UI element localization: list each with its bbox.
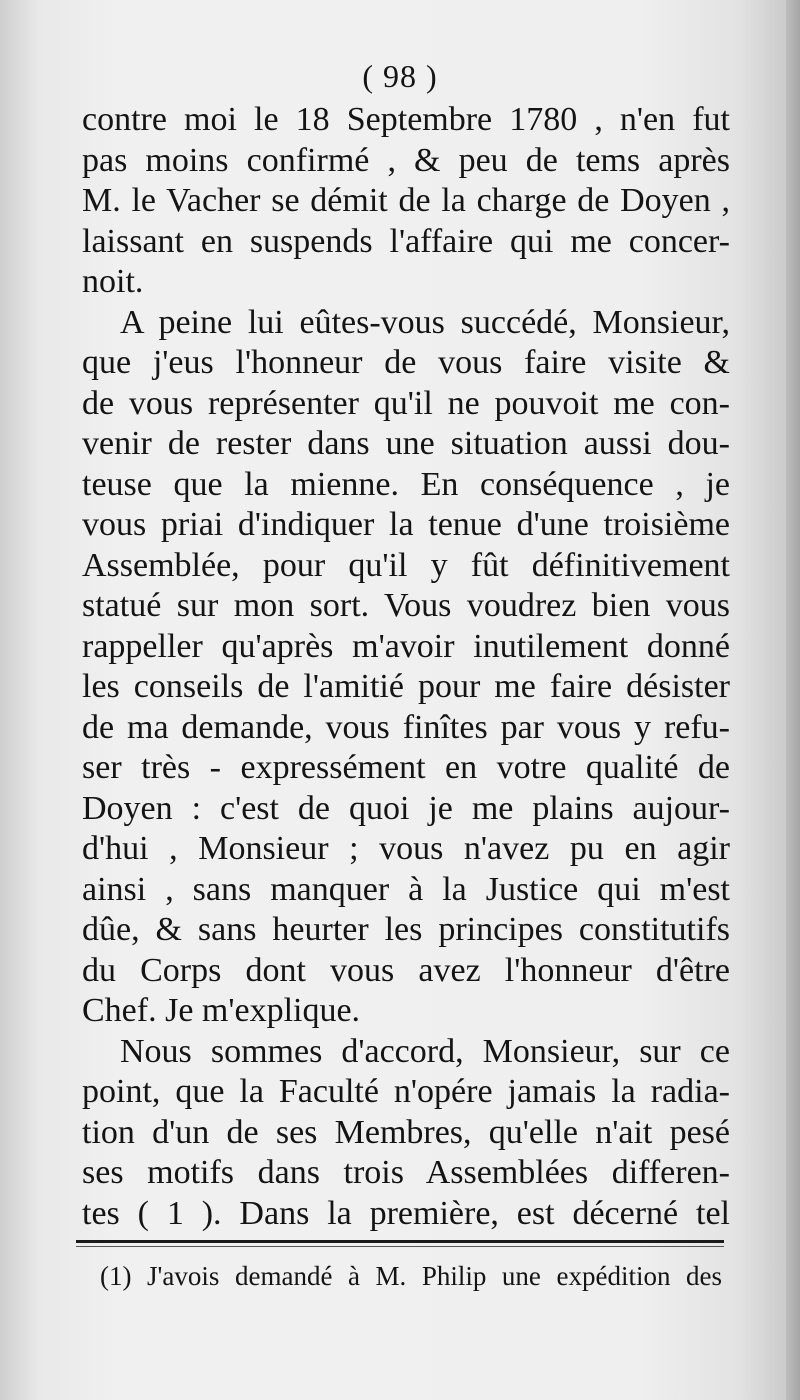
text-line: dûe, & sans heurter les principes constitutifs [82,911,730,948]
text-line: point, que la Faculté n'opére jamais la radia- [82,1073,730,1110]
text-line: Doyen : c'est de quoi je me plains aujour- [82,789,730,827]
text-line: vous priai d'indiquer la tenue d'une troisième [82,506,730,543]
footnote: (1) J'avois demandé à M. Philip une expédition des [100,1261,722,1291]
text-line: Assemblée, pour qu'il y fût définitivement [82,546,730,584]
text-line: ses motifs dans trois Assemblées differen- [82,1154,730,1191]
text-line: noit. [82,263,144,300]
text-line: rappeller qu'après m'avoir inutilement donné [82,627,730,665]
text-line: ainsi , sans manquer à la Justice qui m'est [82,870,730,908]
text-line: M. le Vacher se démit de la charge de Doyen , [82,182,730,219]
text-line: tion d'un de ses Membres, qu'elle n'ait pesé [82,1113,730,1151]
text-line: de ma demande, vous finîtes par vous y refu- [82,708,730,746]
text-line: pas moins confirmé , & peu de tems après [82,141,730,179]
text-line: A peine lui eûtes-vous succédé, Monsieur, [120,303,730,341]
text-line: Chef. Je m'explique. [82,992,361,1029]
text-line: statué sur mon sort. Vous voudrez bien vous [82,587,730,624]
text-line: de vous représenter qu'il ne pouvoit me con- [82,384,730,422]
footnote-rule [76,1240,724,1243]
text-line: d'hui , Monsieur ; vous n'avez pu en agir [82,830,730,867]
text-line: contre moi le 18 Septembre 1780 , n'en fut [82,101,730,138]
text-line: que j'eus l'honneur de vous faire visite & [82,344,730,381]
text-line: venir de rester dans une situation aussi dou- [82,425,730,462]
footnote-rule-thin [76,1246,724,1247]
text-line: ser très - expressément en votre qualité de [82,749,730,786]
page-number: ( 98 ) [362,58,438,94]
page-edge [786,0,800,1400]
text-line: tes ( 1 ). Dans la première, est décerné tel [82,1194,730,1232]
text-line: laissant en suspends l'affaire qui me concer- [82,222,730,260]
text-line: teuse que la mienne. En conséquence , je [82,465,730,503]
body-text [82,100,730,1234]
text-line: les conseils de l'amitié pour me faire désister [82,668,730,705]
text-line: Nous sommes d'accord, Monsieur, sur ce [120,1032,730,1070]
text-line: du Corps dont vous avez l'honneur d'être [82,951,730,989]
